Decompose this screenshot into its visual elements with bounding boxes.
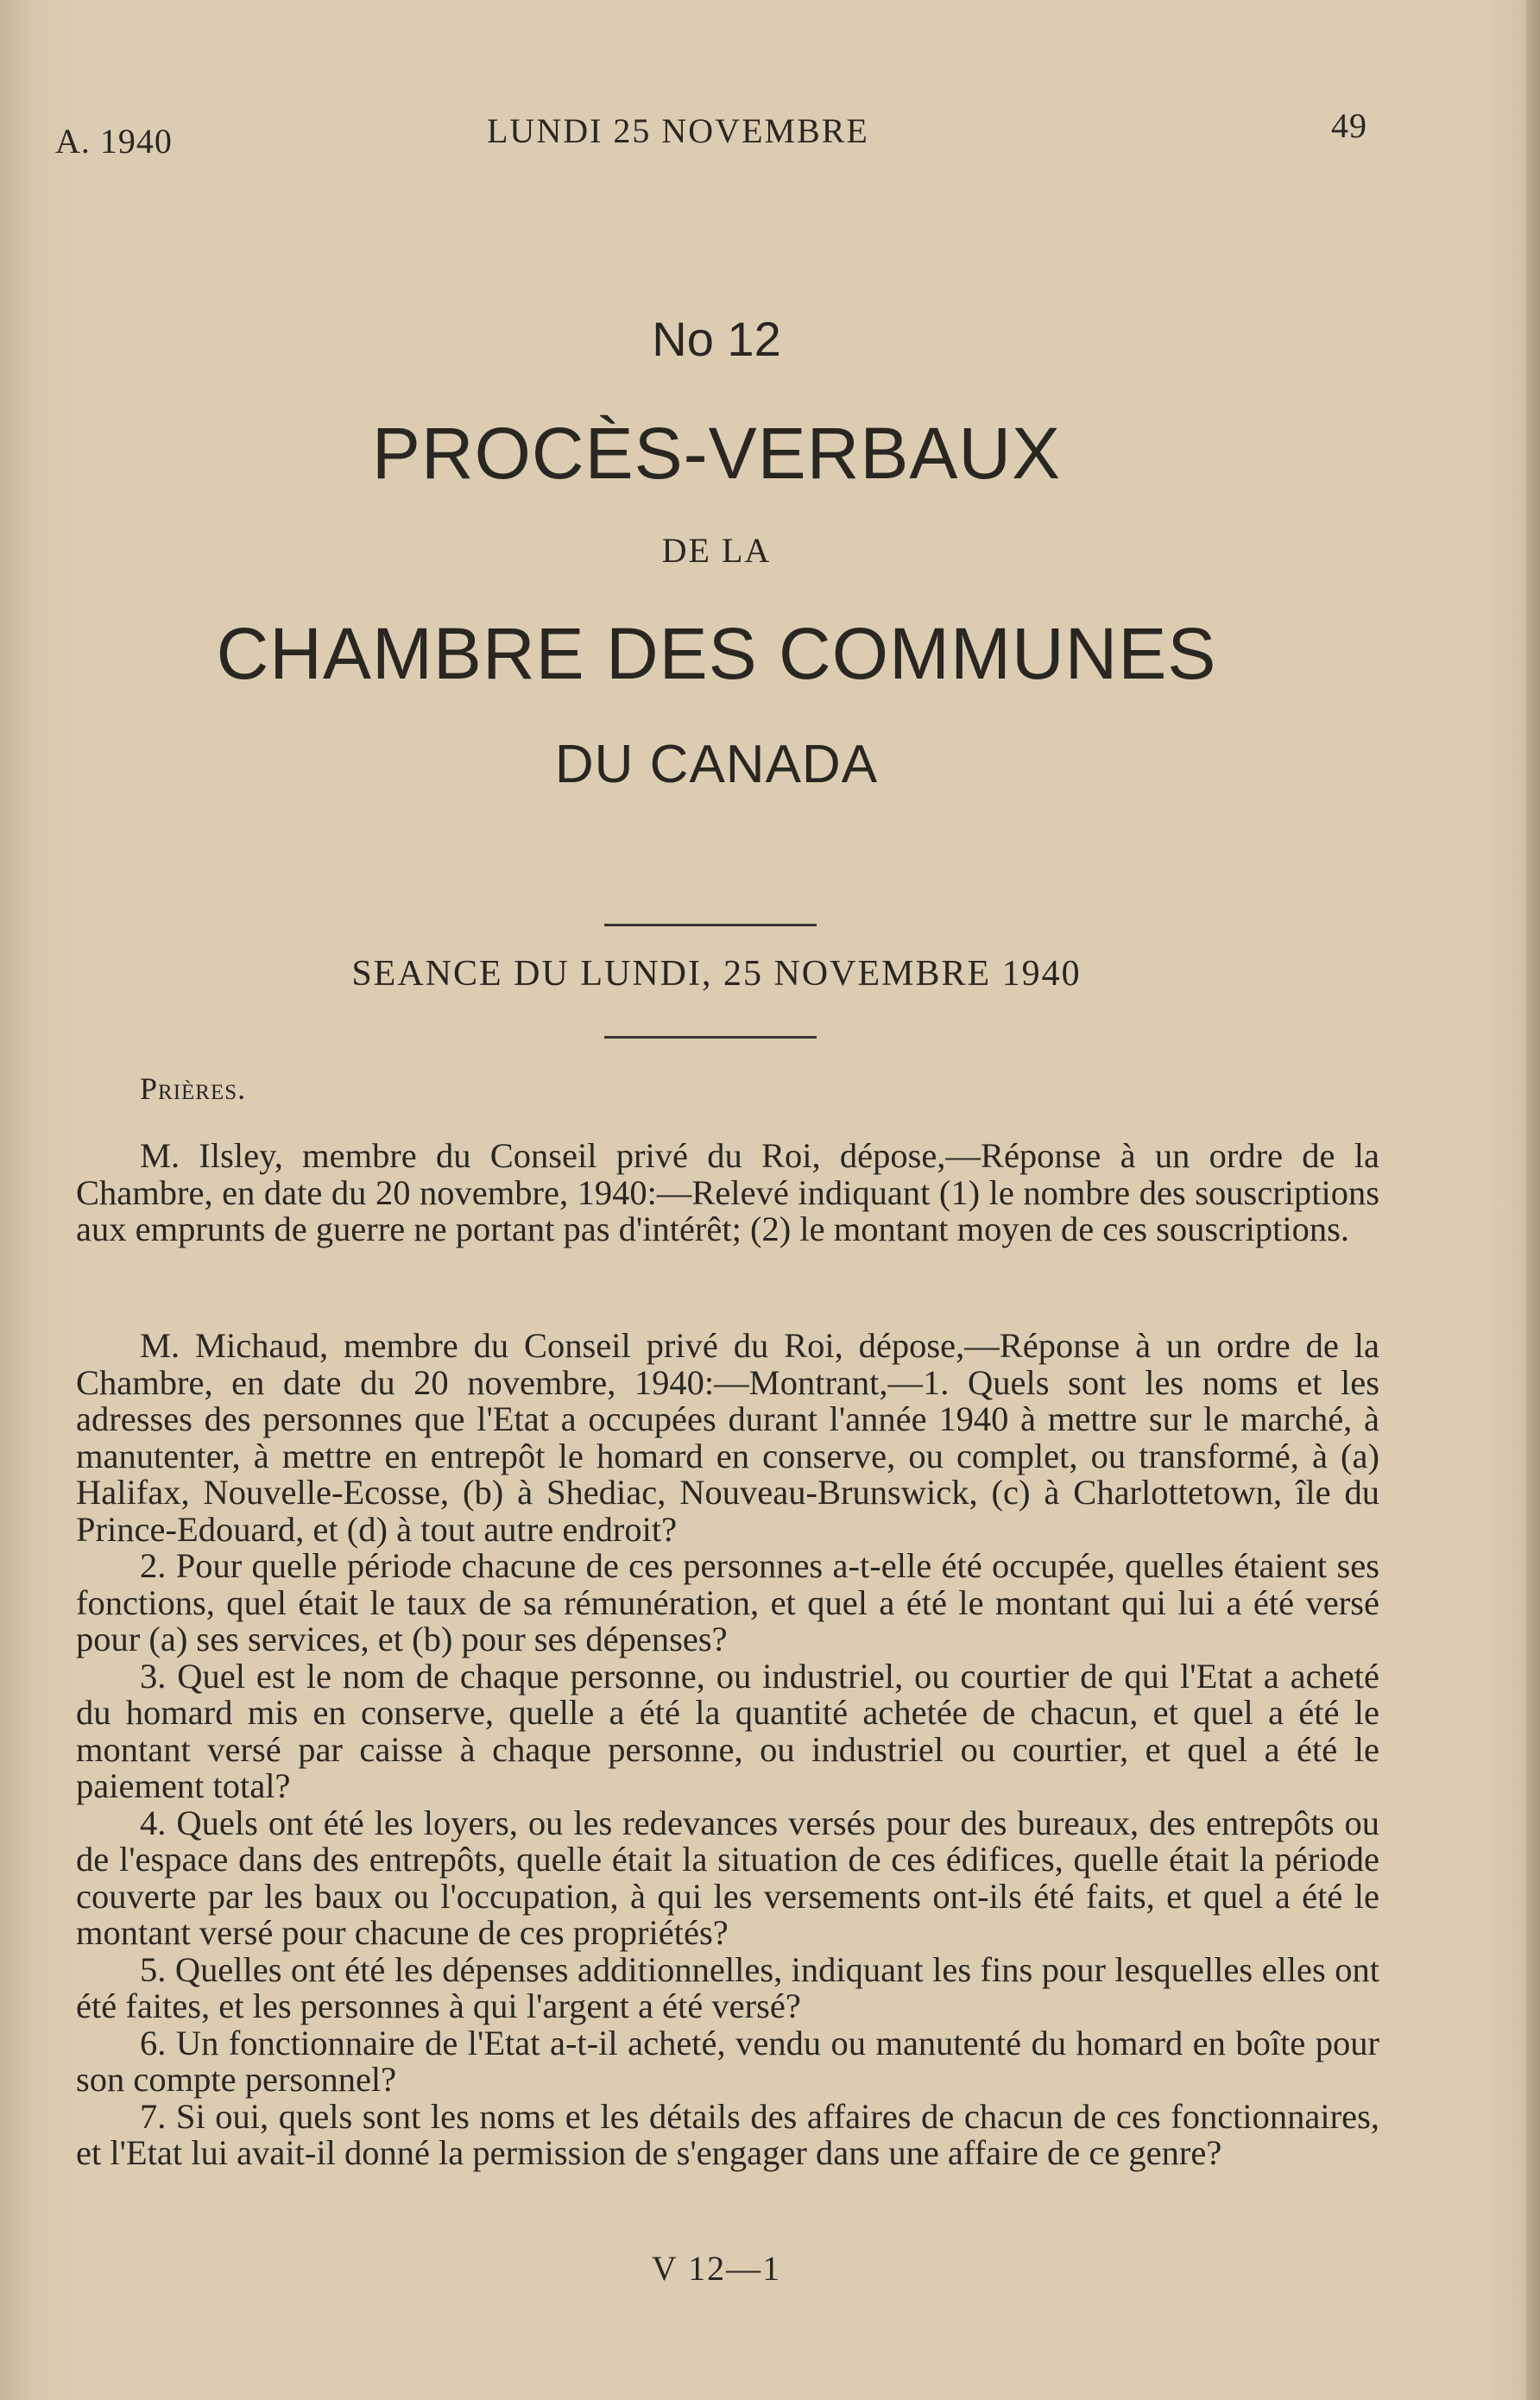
title-proces-verbaux: PROCÈS-VERBAUX <box>371 413 1062 494</box>
session-heading: SEANCE DU LUNDI, 25 NOVEMBRE 1940 <box>351 954 1082 994</box>
signature-mark: V 12—1 <box>651 2249 782 2288</box>
question-6: 6. Un fonctionnaire de l'Etat a-t-il acheté, vendu ou manutenté du homard en boîte pour son compte personnel? <box>76 2023 1379 2099</box>
running-head <box>55 105 1367 161</box>
title-block <box>0 311 1433 795</box>
running-head-date: LUNDI 25 NOVEMBRE <box>487 111 869 150</box>
question-5: 5. Quelles ont été les dépenses additionnelles, indiquant les fins pour lesquelles elles ont été faites, et les personnes à qui l'argent a été versé? <box>76 1949 1379 2025</box>
issue-number: No 12 <box>652 312 781 366</box>
paragraph: M. Michaud, membre du Conseil privé du Roi, dépose,—Réponse à un ordre de la Chambre, en date du 20 novembre, 1940:—Montrant,—1. Quels sont les noms et les adresses des personnes que l'Etat a occupées durant l'année 1940 à mettre sur le marché, à manutenter, à mettre en entrepôt le homard en conserve, ou complet, ou transformé, à (a) Halifax, Nouvelle-Ecosse, (b) à Shediac, Nouveau-Brunswick, (c) à Charlottetown, île du Prince-Edouard, et (d) à tout autre endroit? <box>76 1326 1379 1549</box>
title-chambre: CHAMBRE DES COMMUNES <box>216 613 1217 694</box>
running-head-year: A. 1940 <box>55 122 173 161</box>
divider-bottom <box>604 1036 817 1039</box>
question-3: 3. Quel est le nom de chaque personne, ou industriel, ou courtier de qui l'Etat a acheté du homard mis en conserve, quelle a été la quantité achetée de chacun, et quel a été le montant versé par caisse à chaque personne, ou industriel ou courtier, et quel a été le paiement total? <box>76 1656 1379 1805</box>
question-7: 7. Si oui, quels sont les noms et les détails des affaires de chacun de ces fonctionnaires, et l'Etat lui avait-il donné la permission de s'engager dans une affaire de ce genre? <box>76 2096 1379 2172</box>
title-canada: DU CANADA <box>554 735 879 794</box>
question-4: 4. Quels ont été les loyers, ou les redevances versés pour des bureaux, des entrepôts ou de l'espace dans des entrepôts, quelle était la situation de ces édifices, quelle était la période couverte par les baux ou l'occupation, à qui les versements ont-ils été faits, et quel a été le montant versé pour chacune de ces propriétés? <box>76 1803 1379 1952</box>
prayers-heading: Prières. <box>140 1071 247 1106</box>
page-number: 49 <box>1331 106 1367 145</box>
page-edge <box>1526 0 1540 2400</box>
divider-top <box>604 924 817 926</box>
paragraph-michaud <box>76 1328 1379 2172</box>
title-de-la: DE LA <box>661 531 772 570</box>
question-2: 2. Pour quelle période chacune de ces personnes a-t-elle été occupée, quelles étaient ses fonctions, quel était le taux de sa rémunération, et quel a été le montant qui lui a été versé pour (a) ses services, et (b) pour ses dépenses? <box>76 1546 1379 1658</box>
paragraph: M. Ilsley, membre du Conseil privé du Roi, dépose,—Réponse à un ordre de la Chambre, en date du 20 novembre, 1940:—Relevé indiquant (1) le nombre des souscriptions aux emprunts de guerre ne portant pas d'intérêt; (2) le montant moyen de ces souscriptions. <box>76 1136 1379 1248</box>
paragraph-ilsley <box>76 1138 1379 1248</box>
